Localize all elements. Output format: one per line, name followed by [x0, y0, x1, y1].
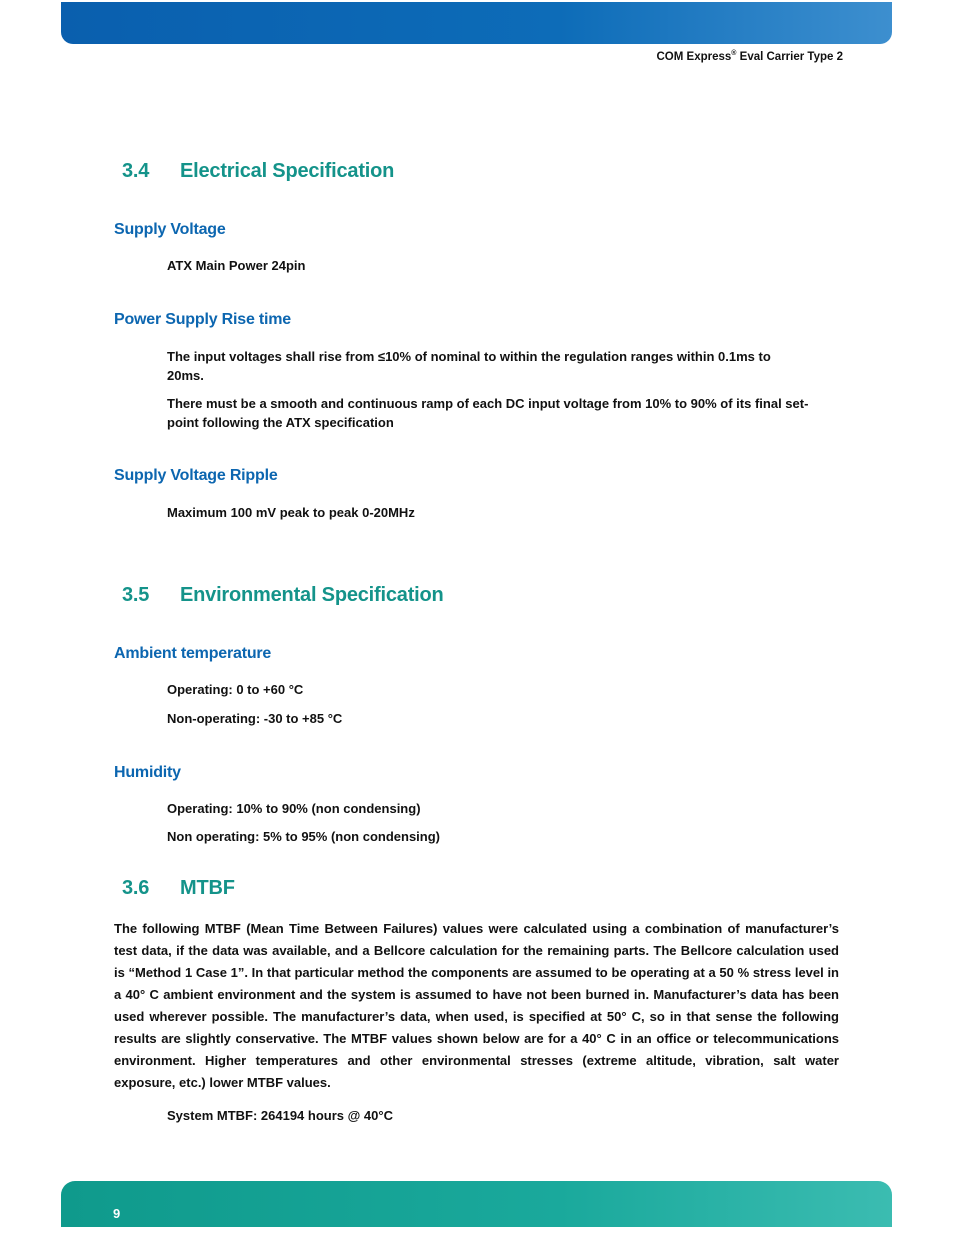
supply-voltage-text: ATX Main Power 24pin — [167, 258, 306, 273]
subheading-ripple: Supply Voltage Ripple — [114, 467, 278, 484]
page-number: 9 — [113, 1206, 121, 1221]
product-name: COM Express — [656, 50, 732, 63]
document-title — [657, 50, 844, 63]
ambient-operating: Operating: 0 to +60 °C — [167, 682, 304, 697]
subheading-ambient-temperature: Ambient temperature — [114, 645, 272, 662]
section-title: Environmental Specification — [180, 584, 444, 606]
rise-time-text-2 — [167, 394, 808, 432]
rise-time-text-1-line-2: 20ms. — [167, 368, 204, 383]
mtbf-paragraph: The following MTBF (Mean Time Between Failures) values were calculated using a combination of manufacturer’s test data, if the data was available, and a Bellcore calculation for the remaining parts. The Bellcore calculation used is “Method 1 Case 1”. In that particular method the components are assumed to be operating at a 50 % stress level in a 40° C ambient environment and the system is assumed to have not been burned in. Manufacturer’s data has been used wherever possible. The manufacturer’s data, when used, is specified at 50° C, so in that sense the following results are slightly conservative. The MTBF values shown below are for a 40° C in an office or telecommunications environment. Higher temperatures and other environmental stresses (extreme altitude, vibration, salt water exposure, etc.) lower MTBF values. — [114, 921, 839, 1090]
registered-mark: ® — [731, 50, 737, 57]
section-title: MTBF — [180, 877, 235, 899]
section-heading-mtbf — [122, 877, 235, 900]
subheading-supply-voltage: Supply Voltage — [114, 221, 226, 238]
section-number: 3.5 — [122, 584, 150, 606]
section-heading-environmental — [122, 584, 444, 607]
section-title: Electrical Specification — [180, 160, 395, 182]
subheading-rise-time: Power Supply Rise time — [114, 311, 291, 328]
section-heading-electrical — [122, 160, 394, 183]
section-number: 3.6 — [122, 877, 150, 899]
section-number: 3.4 — [122, 160, 150, 182]
rise-time-text-2-line-2: point following the ATX specification — [167, 415, 394, 430]
footer-banner — [61, 1181, 892, 1227]
humidity-operating: Operating: 10% to 90% (non condensing) — [167, 801, 421, 816]
header-banner — [61, 2, 892, 44]
subheading-humidity: Humidity — [114, 764, 181, 781]
product-subtitle: Eval Carrier Type 2 — [736, 50, 843, 63]
ambient-non-operating: Non-operating: -30 to +85 °C — [167, 711, 343, 726]
rise-time-text-1 — [167, 347, 771, 385]
humidity-non-operating: Non operating: 5% to 95% (non condensing) — [167, 829, 440, 844]
rise-time-text-2-line-1: There must be a smooth and continuous ramp of each DC input voltage from 10% to 90% of its final set- — [167, 396, 809, 411]
system-mtbf: System MTBF: 264194 hours @ 40°C — [167, 1108, 393, 1123]
ripple-text: Maximum 100 mV peak to peak 0-20MHz — [167, 505, 415, 520]
rise-time-text-1-line-1: The input voltages shall rise from ≤10% of nominal to within the regulation ranges within 0.1ms to — [167, 349, 771, 364]
